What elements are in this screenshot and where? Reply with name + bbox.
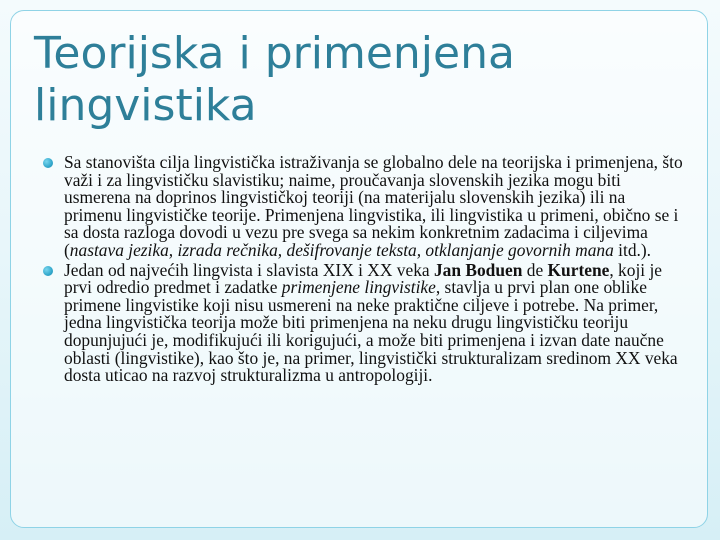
bullet-text: Sa stanovišta cilja lingvistička istraživanja se globalno dele na teorijska i primenjena, što važi i za lingvističku slavistiku; naime, proučavanja slovenskih jezika mogu biti usmerena na doprinos lingvističkoj teoriji (na materijalu slovenskih jezika) ili na primenu lingvističke teorije. Primenjena lingvistika, ili lingvistika u primeni, obično se i sa dosta razloga dovodi u vezu pre svega sa nekim konkretnim zadacima i ciljevima ( [64, 152, 683, 260]
bullet-text-ending: itd.). [613, 239, 652, 260]
slide-title: Teorijska i primenjena lingvistika [34, 28, 515, 131]
bullet-text-ending: , stavlja u prvi plan one oblike primene lingvistike koji nisu usmereni na neke praktične ciljeve i potrebe. Na primer, jedna lingvistička teorija može biti primenjena na neku drugu lingvističku teoriju dopunjujući je, modifikujući ili korigujući, a može biti primenjena i izvan date naučne oblasti (lingvistike), kao što je, na primer, lingvistički strukturalizam sredinom XX veka dosta uticao na razvoj strukturalizma u antropologiji. [64, 277, 678, 386]
bullet-icon [43, 158, 53, 168]
bullet-icon [43, 266, 53, 276]
bullet-text-middle: , koji je prvi odredio predmet i zadatke [64, 259, 663, 298]
bullet-list [40, 154, 684, 387]
bullet-italic-examples: nastava jezika, izrada rečnika, dešifrovanje teksta, otklanjanje govornih mana [69, 239, 614, 260]
bullet-italic-term: primenjene lingvistike [281, 277, 436, 298]
bullet-text-conj: de [522, 259, 548, 280]
bullet-item [40, 259, 684, 386]
bullet-bold-person: Jan Boduen [433, 259, 523, 280]
bullet-item [40, 154, 684, 260]
bullet-bold-surname: Kurtene [547, 259, 610, 280]
bullet-text: Jedan od najvećih lingvista i slavista XIX i XX veka [64, 259, 434, 280]
